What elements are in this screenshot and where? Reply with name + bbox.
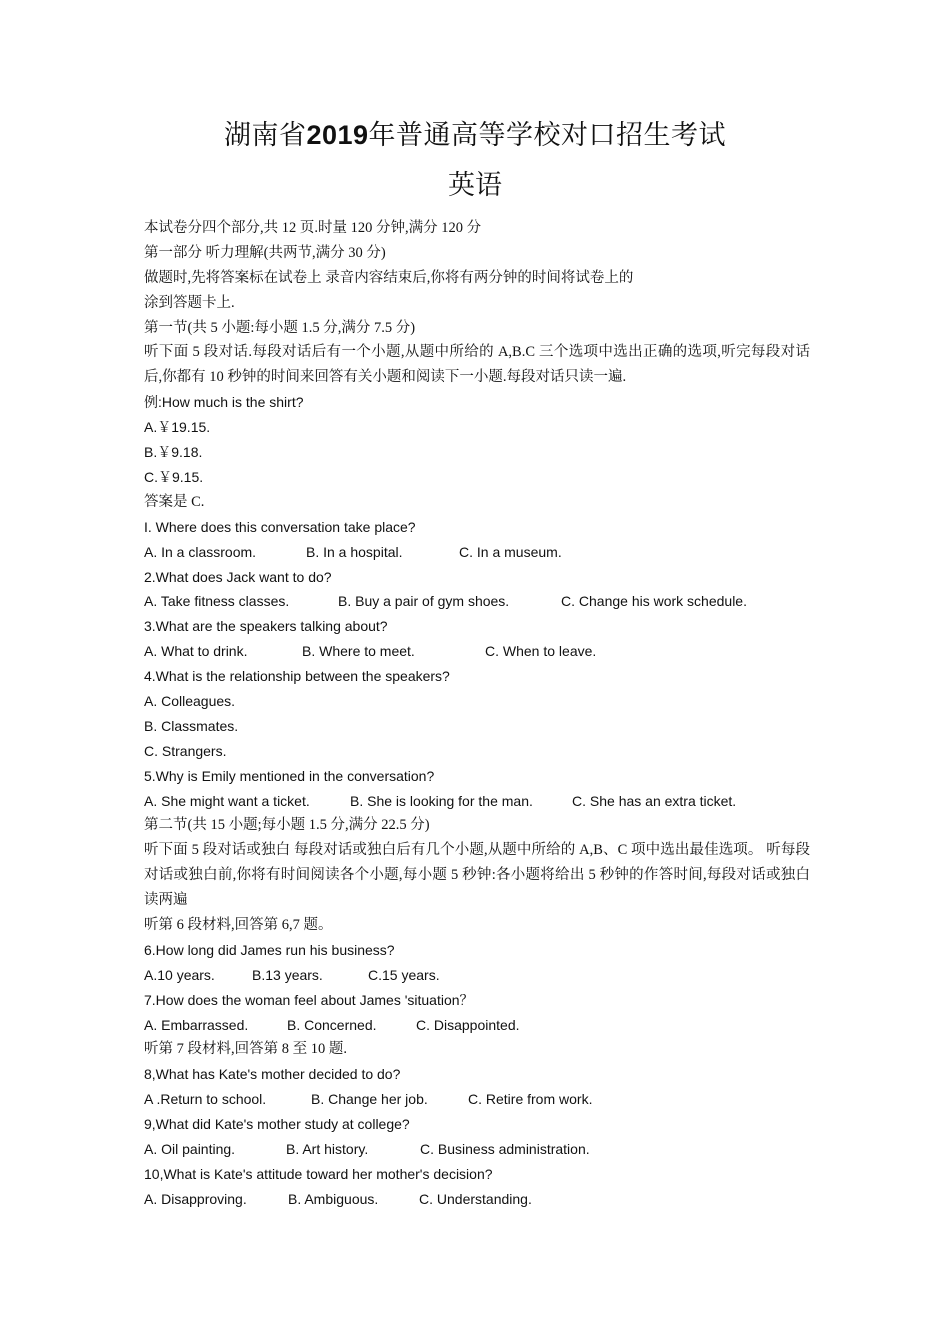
option-b: B. Concerned. [287, 1016, 377, 1033]
option-c: C. In a museum. [459, 543, 562, 560]
question-8: 8,What has Kate's mother decided to do? [144, 1066, 401, 1083]
question-3-options [144, 639, 810, 664]
option-a: A. Oil painting. [144, 1141, 236, 1158]
part1-instruction-2: 涂到答题卡上. [144, 294, 235, 311]
part1-instruction-1: 做题时,先将答案标在试卷上 录音内容结束后,你将有两分钟的时间将试卷上的 [144, 269, 634, 286]
question-6: 6.How long did James run his business? [144, 941, 395, 958]
question-4-option-a: A. Colleagues. [144, 692, 236, 709]
question-4-option-c: C. Strangers. [144, 742, 227, 759]
paper-info: 本试卷分四个部分,共 12 页.时量 120 分钟,满分 120 分 [144, 220, 482, 236]
option-a: A.10 years. [144, 966, 215, 983]
title-province: 湖南省 [223, 120, 307, 151]
question-4: 4.What is the relationship between the speakers? [144, 668, 450, 685]
part1-heading: 第一部分 听力理解(共两节,满分 30 分) [144, 244, 386, 261]
exam-subject: 英语 [448, 170, 502, 201]
option-b: B. Art history. [286, 1141, 369, 1158]
question-1-options [144, 540, 810, 565]
question-6-options [144, 963, 810, 988]
exam-title [0, 113, 950, 152]
question-10: 10,What is Kate's attitude toward her mother's decision? [144, 1165, 493, 1182]
question-9-options [144, 1137, 810, 1162]
question-1: I. Where does this conversation take place? [144, 518, 416, 535]
option-c: C. Understanding. [419, 1190, 532, 1207]
option-b: B. Buy a pair of gym shoes. [338, 593, 510, 610]
question-8-options [144, 1087, 810, 1112]
section1-heading: 第一节(共 5 小题:每小题 1.5 分,满分 7.5 分) [144, 319, 416, 336]
option-a: A. She might want a ticket. [144, 792, 310, 809]
question-4-option-b: B. Classmates. [144, 717, 239, 734]
option-a: A. Embarrassed. [144, 1016, 249, 1033]
example-question: 例:How much is the shirt? [144, 394, 304, 411]
question-5-options [144, 789, 810, 814]
material-6-intro: 听第 6 段材料,回答第 6,7 题。 [144, 917, 333, 934]
option-b: B. Ambiguous. [288, 1190, 379, 1207]
option-c: C. Retire from work. [468, 1091, 593, 1108]
question-3: 3.What are the speakers talking about? [144, 618, 388, 635]
option-a: A .Return to school. [144, 1091, 267, 1108]
option-c: C. Disappointed. [416, 1016, 520, 1033]
question-5: 5.Why is Emily mentioned in the conversation? [144, 767, 435, 784]
section2-heading: 第二节(共 15 小题;每小题 1.5 分,满分 22.5 分) [144, 817, 430, 834]
option-a: A. What to drink. [144, 643, 248, 660]
example-option-a: A.￥19.15. [144, 419, 211, 436]
question-10-options [144, 1187, 810, 1212]
section2-instruction: 听下面 5 段对话或独白 每段对话或独白后有几个小题,从题中所给的 A,B、C 项中选出最佳选项。 听每段对话或独白前,你将有时间阅读各个小题,每小题 5 秒钟:各小题将给出 5 秒钟的作答时间,每段对话或独白读两遍 [144, 842, 810, 909]
title-year: 2019 [306, 120, 369, 150]
question-2: 2.What does Jack want to do? [144, 568, 332, 585]
example-option-b: B.￥9.18. [144, 444, 203, 461]
option-c: C. Business administration. [420, 1141, 590, 1158]
section1-instruction: 听下面 5 段对话.每段对话后有一个小题,从题中所给的 A,B.C 三个选项中选出正确的选项,听完每段对话后,你都有 10 秒钟的时间来回答有关小题和阅读下一小题.每段对话只读一遍. [144, 344, 810, 386]
title-rest: 年普通高等学校对口招生考试 [368, 120, 727, 151]
option-c: C.15 years. [368, 966, 440, 983]
question-9: 9,What did Kate's mother study at college? [144, 1116, 410, 1133]
question-7: 7.How does the woman feel about James 'situation？ [144, 991, 474, 1008]
option-b: B. She is looking for the man. [350, 792, 533, 809]
option-c: C. When to leave. [485, 643, 597, 660]
option-b: B.13 years. [252, 966, 323, 983]
option-c: C. She has an extra ticket. [572, 792, 737, 809]
option-b: B. Change her job. [311, 1091, 428, 1108]
option-b: B. In a hospital. [306, 543, 403, 560]
option-c: C. Change his work schedule. [561, 593, 747, 610]
option-a: A. Take fitness classes. [144, 593, 290, 610]
example-option-c: C.￥9.15. [144, 468, 204, 485]
option-a: A. In a classroom. [144, 543, 257, 560]
material-7-intro: 听第 7 段材料,回答第 8 至 10 题. [144, 1041, 347, 1058]
option-b: B. Where to meet. [302, 643, 415, 660]
example-answer: 答案是 C. [144, 493, 205, 510]
question-7-options [144, 1013, 810, 1038]
exam-content [144, 216, 810, 1212]
option-a: A. Disapproving. [144, 1190, 247, 1207]
question-2-options [144, 589, 810, 614]
